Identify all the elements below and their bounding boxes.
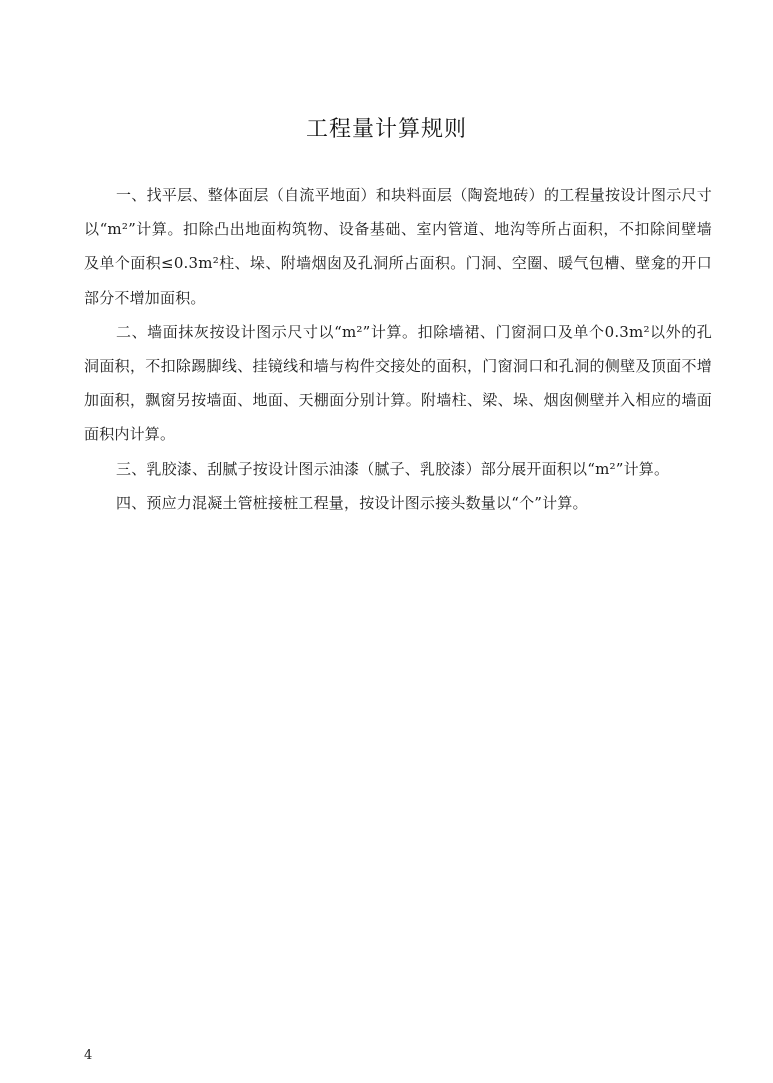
page-title: 工程量计算规则 (305, 117, 467, 142)
paragraph-2: 二、墙面抹灰按设计图示尺寸以“m²”计算。扣除墙裙、门窗洞口及单个0.3m²以外的孔洞面积，不扣除踢脚线、挂镜线和墙与构件交接处的面积，门窗洞口和孔洞的侧壁及顶面不增加面积，飘窗另按墙面、地面、天棚面分别计算。附墙柱、梁、垛、烟囱侧壁并入相应的墙面面积内计算。 (84, 322, 712, 444)
page-number: 4 (84, 1048, 93, 1063)
document-body (84, 178, 712, 520)
paragraph-1: 一、找平层、整体面层（自流平地面）和块料面层（陶瓷地砖）的工程量按设计图示尺寸以“m²”计算。扣除凸出地面构筑物、设备基础、室内管道、地沟等所占面积，不扣除间壁墙及单个面积≤0.3m²柱、垛、附墙烟囱及孔洞所占面积。门洞、空圈、暖气包槽、壁龛的开口部分不增加面积。 (84, 186, 712, 307)
paragraph-4: 四、预应力混凝土管桩接桩工程量，按设计图示接头数量以“个”计算。 (116, 493, 588, 512)
paragraph-3: 三、乳胶漆、刮腻子按设计图示油漆（腻子、乳胶漆）部分展开面积以“m²”计算。 (116, 459, 670, 478)
